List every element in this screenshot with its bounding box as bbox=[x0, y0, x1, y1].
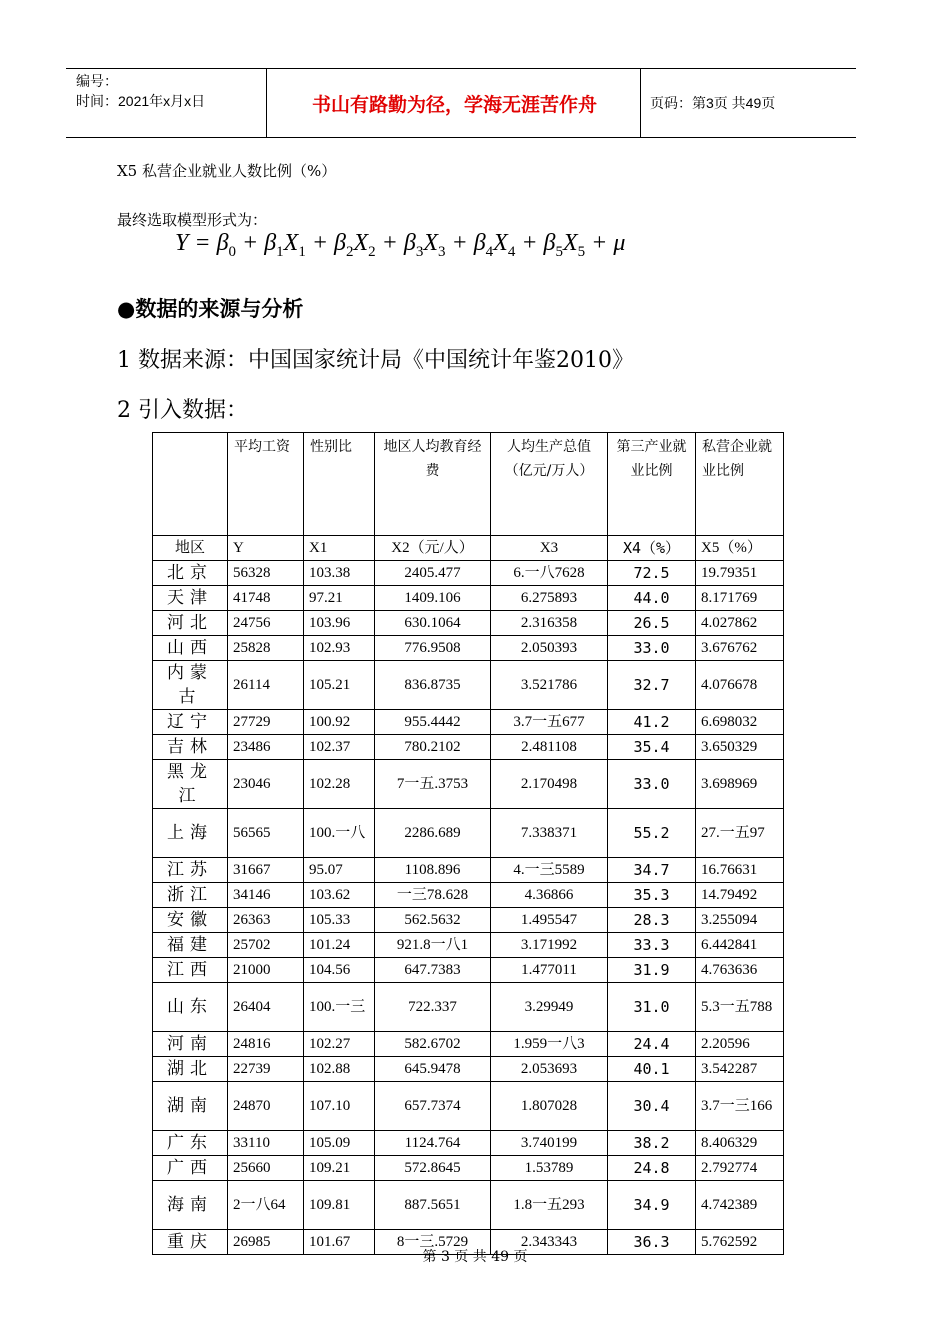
section-heading: ●数据的来源与分析 bbox=[117, 297, 304, 321]
table-cell: 24816 bbox=[228, 1032, 304, 1057]
table-cell: 1.807028 bbox=[491, 1082, 608, 1131]
header-divider bbox=[266, 69, 267, 137]
table-row bbox=[153, 1057, 784, 1082]
table-cell: 天津 bbox=[153, 586, 228, 611]
data-source-line: 1 数据来源：中国国家统计局《中国统计年鉴2010》 bbox=[117, 348, 634, 373]
table-cell: 109.21 bbox=[304, 1156, 375, 1181]
table-cell: 41748 bbox=[228, 586, 304, 611]
table-cell: X5（%） bbox=[696, 536, 784, 561]
table-cell: 24.8 bbox=[608, 1156, 696, 1181]
table-cell: 5.762592 bbox=[696, 1230, 784, 1255]
table-cell: 4.36866 bbox=[491, 883, 608, 908]
table-cell: 4.742389 bbox=[696, 1181, 784, 1230]
table-row bbox=[153, 661, 784, 710]
table-cell: 21000 bbox=[228, 958, 304, 983]
header-page-info: 页码：第3页 共49页 bbox=[650, 95, 776, 111]
table-cell: 广东 bbox=[153, 1131, 228, 1156]
table-cell: 105.09 bbox=[304, 1131, 375, 1156]
table-cell: 103.62 bbox=[304, 883, 375, 908]
table-row bbox=[153, 809, 784, 858]
table-cell: 25702 bbox=[228, 933, 304, 958]
table-cell: 1.8一五293 bbox=[491, 1181, 608, 1230]
table-cell: 22739 bbox=[228, 1057, 304, 1082]
table-cell: 19.79351 bbox=[696, 561, 784, 586]
table-cell: 101.24 bbox=[304, 933, 375, 958]
table-cell: 6.275893 bbox=[491, 586, 608, 611]
table-cell: 722.337 bbox=[375, 983, 491, 1032]
table-cell: 3.542287 bbox=[696, 1057, 784, 1082]
table-cell: 2286.689 bbox=[375, 809, 491, 858]
table-cell: 地区人均教育经费 bbox=[375, 433, 491, 536]
table-cell: 一三78.628 bbox=[375, 883, 491, 908]
table-cell: 1.53789 bbox=[491, 1156, 608, 1181]
formula-term: $\beta_2X_2$ bbox=[334, 230, 376, 260]
table-row bbox=[153, 735, 784, 760]
table-row bbox=[153, 983, 784, 1032]
table-row bbox=[153, 1032, 784, 1057]
formula-lhs: Y bbox=[175, 230, 189, 256]
table-cell: 1124.764 bbox=[375, 1131, 491, 1156]
table-cell: 33.0 bbox=[608, 760, 696, 809]
table-cell: 103.38 bbox=[304, 561, 375, 586]
table-cell: 重庆 bbox=[153, 1230, 228, 1255]
table-cell: X2（元/人） bbox=[375, 536, 491, 561]
table-cell: 103.96 bbox=[304, 611, 375, 636]
table-cell: 34146 bbox=[228, 883, 304, 908]
table-cell: 地区 bbox=[153, 536, 228, 561]
table-cell: 2.316358 bbox=[491, 611, 608, 636]
table-cell: 人均生产总值（亿元/万人） bbox=[491, 433, 608, 536]
table-cell: 第三产业就业比例 bbox=[608, 433, 696, 536]
table-cell: 30.4 bbox=[608, 1082, 696, 1131]
table-row bbox=[153, 958, 784, 983]
table-cell: 性别比 bbox=[304, 433, 375, 536]
page-footer: 第 3 页 共 49 页 bbox=[422, 1249, 528, 1265]
table-cell: 24870 bbox=[228, 1082, 304, 1131]
table-cell: 3.521786 bbox=[491, 661, 608, 710]
table-cell: 24.4 bbox=[608, 1032, 696, 1057]
table-cell: 836.8735 bbox=[375, 661, 491, 710]
formula-term: $\beta_5X_5$ bbox=[543, 230, 586, 260]
table-cell: 40.1 bbox=[608, 1057, 696, 1082]
table-cell: 105.21 bbox=[304, 661, 375, 710]
table-cell: 105.33 bbox=[304, 908, 375, 933]
table-cell: 33.3 bbox=[608, 933, 696, 958]
table-cell: 41.2 bbox=[608, 710, 696, 735]
table-row bbox=[153, 1156, 784, 1181]
page-header bbox=[66, 68, 856, 138]
table-cell: 572.8645 bbox=[375, 1156, 491, 1181]
table-cell: 辽宁 bbox=[153, 710, 228, 735]
table-cell: 97.21 bbox=[304, 586, 375, 611]
table-cell: 26404 bbox=[228, 983, 304, 1032]
table-cell: 4.763636 bbox=[696, 958, 784, 983]
table-cell: 647.7383 bbox=[375, 958, 491, 983]
table-cell: 630.1064 bbox=[375, 611, 491, 636]
table-cell: 1.477011 bbox=[491, 958, 608, 983]
table-cell: 黑龙江 bbox=[153, 760, 228, 809]
table-cell: 31.0 bbox=[608, 983, 696, 1032]
table-cell: 8一三.5729 bbox=[375, 1230, 491, 1255]
table-cell: 72.5 bbox=[608, 561, 696, 586]
table-cell: 山东 bbox=[153, 983, 228, 1032]
table-cell: 8.171769 bbox=[696, 586, 784, 611]
table-cell: X3 bbox=[491, 536, 608, 561]
table-cell: 3.29949 bbox=[491, 983, 608, 1032]
table-cell: 3.676762 bbox=[696, 636, 784, 661]
table-cell: 33110 bbox=[228, 1131, 304, 1156]
table-cell: 8.406329 bbox=[696, 1131, 784, 1156]
table-cell: 26985 bbox=[228, 1230, 304, 1255]
table-cell: 33.0 bbox=[608, 636, 696, 661]
formula-term: $\beta_3X_3$ bbox=[403, 230, 446, 260]
table-cell: 3.740199 bbox=[491, 1131, 608, 1156]
table-cell: 1.959一八3 bbox=[491, 1032, 608, 1057]
table-cell: 25828 bbox=[228, 636, 304, 661]
table-cell: 广西 bbox=[153, 1156, 228, 1181]
table-cell: 2.170498 bbox=[491, 760, 608, 809]
table-cell: 6.442841 bbox=[696, 933, 784, 958]
table-row bbox=[153, 1131, 784, 1156]
table-row bbox=[153, 561, 784, 586]
table-row bbox=[153, 710, 784, 735]
table-row bbox=[153, 908, 784, 933]
table-cell: 山西 bbox=[153, 636, 228, 661]
table-cell: X4（%） bbox=[608, 536, 696, 561]
table-cell: 北京 bbox=[153, 561, 228, 586]
table-row bbox=[153, 611, 784, 636]
table-cell: 2.050393 bbox=[491, 636, 608, 661]
table-cell: 1108.896 bbox=[375, 858, 491, 883]
table-cell: 36.3 bbox=[608, 1230, 696, 1255]
table-cell: 56328 bbox=[228, 561, 304, 586]
table-cell: 55.2 bbox=[608, 809, 696, 858]
model-intro: 最终选取模型形式为： bbox=[117, 211, 268, 229]
table-cell: 4.一三5589 bbox=[491, 858, 608, 883]
table-cell: 平均工资 bbox=[228, 433, 304, 536]
formula-term: $\beta_1X_1$ bbox=[264, 230, 306, 260]
header-meta bbox=[76, 71, 205, 111]
table-cell: 32.7 bbox=[608, 661, 696, 710]
table-cell: 2.343343 bbox=[491, 1230, 608, 1255]
table-cell: 28.3 bbox=[608, 908, 696, 933]
table-cell: 27.一五97 bbox=[696, 809, 784, 858]
x5-definition: X5 私营企业就业人数比例（%） bbox=[117, 162, 337, 180]
table-cell: 福建 bbox=[153, 933, 228, 958]
table-cell: 582.6702 bbox=[375, 1032, 491, 1057]
table-cell: 上海 bbox=[153, 809, 228, 858]
table-cell: 江苏 bbox=[153, 858, 228, 883]
table-cell: 100.92 bbox=[304, 710, 375, 735]
table-cell: 内蒙古 bbox=[153, 661, 228, 710]
table-row bbox=[153, 858, 784, 883]
table-cell: 26114 bbox=[228, 661, 304, 710]
table-cell: 31.9 bbox=[608, 958, 696, 983]
table-cell: 38.2 bbox=[608, 1131, 696, 1156]
table-cell: 27729 bbox=[228, 710, 304, 735]
table-cell: 887.5651 bbox=[375, 1181, 491, 1230]
table-cell: 657.7374 bbox=[375, 1082, 491, 1131]
table-cell: 44.0 bbox=[608, 586, 696, 611]
table-cell: 6.一八7628 bbox=[491, 561, 608, 586]
table-cell: 3.7一三166 bbox=[696, 1082, 784, 1131]
table-cell: 2.481108 bbox=[491, 735, 608, 760]
table-cell: 34.7 bbox=[608, 858, 696, 883]
formula-term: $\beta_4X_4$ bbox=[473, 230, 516, 260]
table-header-row bbox=[153, 433, 784, 536]
table-cell: 3.650329 bbox=[696, 735, 784, 760]
formula-term: $\beta_0$ bbox=[216, 230, 237, 260]
table-cell: 3.255094 bbox=[696, 908, 784, 933]
table-cell: 2.20596 bbox=[696, 1032, 784, 1057]
table-row bbox=[153, 1082, 784, 1131]
table-cell: 江西 bbox=[153, 958, 228, 983]
table-cell: 562.5632 bbox=[375, 908, 491, 933]
table-cell: 35.3 bbox=[608, 883, 696, 908]
data-table bbox=[152, 432, 784, 1255]
table-cell: 16.76631 bbox=[696, 858, 784, 883]
table-cell: 7.338371 bbox=[491, 809, 608, 858]
table-cell: 3.171992 bbox=[491, 933, 608, 958]
table-cell: 1.495547 bbox=[491, 908, 608, 933]
table-cell: 6.698032 bbox=[696, 710, 784, 735]
table-cell: 吉林 bbox=[153, 735, 228, 760]
table-cell: 24756 bbox=[228, 611, 304, 636]
table-cell: 102.28 bbox=[304, 760, 375, 809]
table-cell: Y bbox=[228, 536, 304, 561]
table-cell: 1409.106 bbox=[375, 586, 491, 611]
table-cell: 101.67 bbox=[304, 1230, 375, 1255]
table-cell: 2.792774 bbox=[696, 1156, 784, 1181]
table-cell: 100.一三 bbox=[304, 983, 375, 1032]
table-cell: 5.3一五788 bbox=[696, 983, 784, 1032]
table-cell: 2一八64 bbox=[228, 1181, 304, 1230]
table-cell: 2.053693 bbox=[491, 1057, 608, 1082]
table-cell: 4.076678 bbox=[696, 661, 784, 710]
table-cell: 35.4 bbox=[608, 735, 696, 760]
table-row bbox=[153, 636, 784, 661]
table-cell: 湖南 bbox=[153, 1082, 228, 1131]
regression-formula: $Y = \beta_0 + \beta_1X_1 + \beta_2X_2 + \beta_3X_3 + \beta_4X_4 + \beta_5X_5 + \mu$ bbox=[175, 230, 626, 260]
table-cell: 河北 bbox=[153, 611, 228, 636]
table-cell: 湖北 bbox=[153, 1057, 228, 1082]
table-cell: 海南 bbox=[153, 1181, 228, 1230]
table-cell: 102.27 bbox=[304, 1032, 375, 1057]
table-cell: 955.4442 bbox=[375, 710, 491, 735]
table-cell: 浙江 bbox=[153, 883, 228, 908]
table-cell: 645.9478 bbox=[375, 1057, 491, 1082]
header-code: 编号： bbox=[76, 73, 118, 89]
table-row bbox=[153, 1181, 784, 1230]
table-cell: 7一五.3753 bbox=[375, 760, 491, 809]
table-row bbox=[153, 883, 784, 908]
table-cell: 107.10 bbox=[304, 1082, 375, 1131]
table-cell bbox=[153, 433, 228, 536]
table-subheader-row bbox=[153, 536, 784, 561]
table-row bbox=[153, 760, 784, 809]
table-cell: 河南 bbox=[153, 1032, 228, 1057]
header-divider bbox=[640, 69, 641, 137]
header-time: 时间：2021年x月x日 bbox=[76, 93, 206, 109]
table-cell: 25660 bbox=[228, 1156, 304, 1181]
table-cell: X1 bbox=[304, 536, 375, 561]
table-cell: 14.79492 bbox=[696, 883, 784, 908]
table-cell: 921.8一八1 bbox=[375, 933, 491, 958]
table-cell: 3.698969 bbox=[696, 760, 784, 809]
table-cell: 102.37 bbox=[304, 735, 375, 760]
formula-error: μ bbox=[613, 230, 626, 256]
table-cell: 31667 bbox=[228, 858, 304, 883]
table-cell: 私营企业就业比例 bbox=[696, 433, 784, 536]
table-cell: 23046 bbox=[228, 760, 304, 809]
table-cell: 100.一八 bbox=[304, 809, 375, 858]
table-cell: 23486 bbox=[228, 735, 304, 760]
table-cell: 26.5 bbox=[608, 611, 696, 636]
table-cell: 109.81 bbox=[304, 1181, 375, 1230]
table-row bbox=[153, 586, 784, 611]
table-cell: 3.7一五677 bbox=[491, 710, 608, 735]
table-cell: 4.027862 bbox=[696, 611, 784, 636]
table-cell: 780.2102 bbox=[375, 735, 491, 760]
table-cell: 34.9 bbox=[608, 1181, 696, 1230]
data-intro-line: 2 引入数据： bbox=[117, 398, 248, 423]
table-cell: 95.07 bbox=[304, 858, 375, 883]
table-row bbox=[153, 933, 784, 958]
table-cell: 安徽 bbox=[153, 908, 228, 933]
table-cell: 104.56 bbox=[304, 958, 375, 983]
table-cell: 776.9508 bbox=[375, 636, 491, 661]
table-cell: 2405.477 bbox=[375, 561, 491, 586]
table-cell: 56565 bbox=[228, 809, 304, 858]
header-motto: 书山有路勤为径，学海无涯苦作舟 bbox=[311, 94, 597, 116]
table-cell: 102.88 bbox=[304, 1057, 375, 1082]
table-cell: 26363 bbox=[228, 908, 304, 933]
table-cell: 102.93 bbox=[304, 636, 375, 661]
